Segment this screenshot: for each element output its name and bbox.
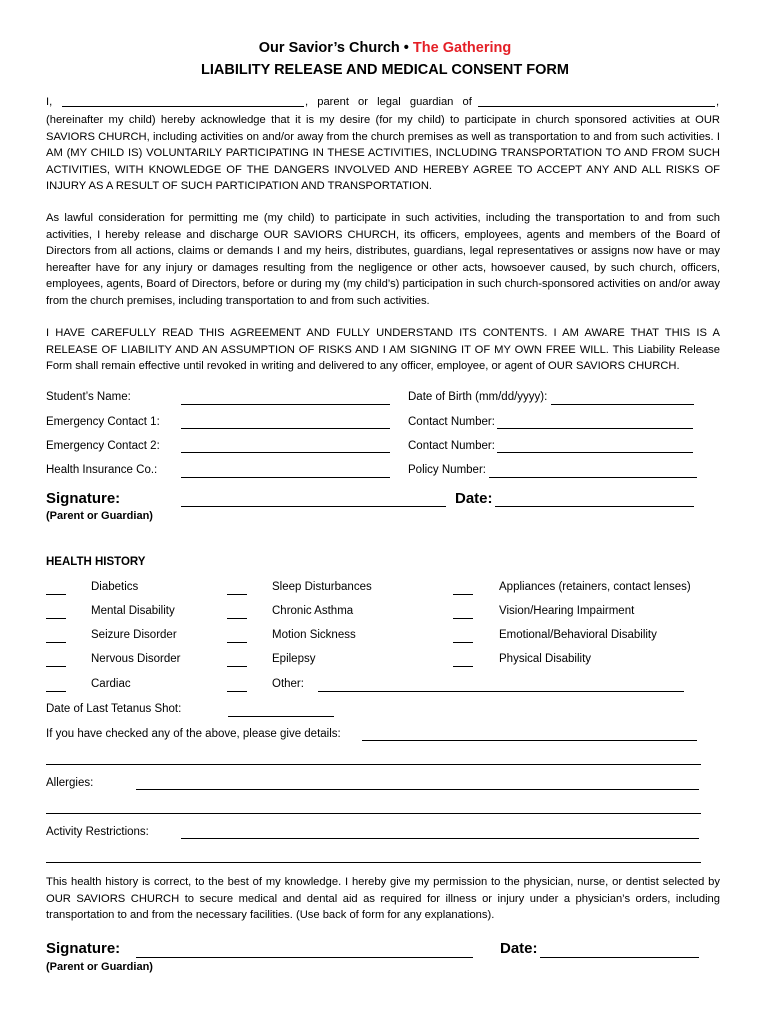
- intro-prefix: I,: [46, 96, 53, 108]
- form-header: [0, 40, 770, 56]
- guardian-name-field[interactable]: [62, 106, 304, 107]
- signature-field[interactable]: [181, 506, 446, 507]
- checkbox-vision-hearing[interactable]: [453, 618, 473, 619]
- signature-label: Signature:: [46, 490, 121, 507]
- condition-appliances: Appliances (retainers, contact lenses): [499, 581, 691, 593]
- date-label: Date:: [455, 490, 493, 507]
- tetanus-label: Date of Last Tetanus Shot:: [46, 703, 182, 715]
- condition-seizure-disorder: Seizure Disorder: [91, 629, 177, 641]
- condition-other: Other:: [272, 678, 304, 690]
- date-2-label: Date:: [500, 940, 538, 957]
- checkbox-appliances[interactable]: [453, 594, 473, 595]
- condition-epilepsy: Epilepsy: [272, 653, 316, 665]
- health-history-heading: HEALTH HISTORY: [46, 556, 146, 568]
- signature-2-field[interactable]: [136, 957, 473, 958]
- contact-number-2-label: Contact Number:: [408, 440, 495, 452]
- condition-motion-sickness: Motion Sickness: [272, 629, 356, 641]
- details-field-line-2[interactable]: [46, 764, 701, 765]
- activity-restrictions-field[interactable]: [181, 838, 699, 839]
- signature-2-label: Signature:: [46, 940, 121, 957]
- emergency-contact-2-label: Emergency Contact 2:: [46, 440, 160, 452]
- checkbox-other[interactable]: [227, 691, 247, 692]
- condition-chronic-asthma: Chronic Asthma: [272, 605, 354, 617]
- signature-sublabel: (Parent or Guardian): [46, 510, 153, 522]
- contact-number-1-label: Contact Number:: [408, 416, 495, 428]
- checkbox-motion-sickness[interactable]: [227, 642, 247, 643]
- contact-number-1-field[interactable]: [497, 428, 693, 429]
- other-details-field[interactable]: [318, 691, 684, 692]
- dob-label: Date of Birth (mm/dd/yyyy):: [408, 391, 548, 403]
- intro-paragraph: (hereinafter my child) hereby acknowledge that it is my desire (for my child) to participate in church sponsored activities at OUR SAVIORS CHURCH, including activities on and/or away from the church premises as well as transportation to and from such activities. I AM (MY CHILD IS) VOLUNTARILY PARTICIPATING IN THESE ACTIVITIES, INCLUDING TRANSPORTATION TO AND FROM SUCH ACTIVITIES, WITH KNOWLEDGE OF THE DANGERS INVOLVED AND HEREBY AGREE TO ACCEPT ANY AND ALL RISKS OF INJURY AS A RESULT OF SUCH PARTICIPATION AND TRANSPORTATION.: [46, 114, 720, 192]
- checkbox-sleep-disturbances[interactable]: [227, 594, 247, 595]
- details-field[interactable]: [362, 740, 697, 741]
- condition-physical-disability: Physical Disability: [499, 653, 592, 665]
- checkbox-chronic-asthma[interactable]: [227, 618, 247, 619]
- contact-number-2-field[interactable]: [497, 452, 693, 453]
- checkbox-seizure-disorder[interactable]: [46, 642, 66, 643]
- signature-2-sublabel: (Parent or Guardian): [46, 961, 153, 973]
- tetanus-field[interactable]: [228, 716, 334, 717]
- insurance-field[interactable]: [181, 477, 390, 478]
- allergies-label: Allergies:: [46, 777, 94, 789]
- date-field[interactable]: [495, 506, 694, 507]
- insurance-label: Health Insurance Co.:: [46, 464, 158, 476]
- allergies-field-line-2[interactable]: [46, 813, 701, 814]
- condition-diabetics: Diabetics: [91, 581, 139, 593]
- acknowledgement-paragraph: I HAVE CAREFULLY READ THIS AGREEMENT AND FULLY UNDERSTAND ITS CONTENTS. I AM AWARE THAT THIS IS A RELEASE OF LIABILITY AND AN ASSUMPTION OF RISKS AND I AM SIGNING IT OF MY OWN FREE WILL. This Liability Release Form shall remain effective until revoked in writing and delivered to any officer, employee, or agent of OUR SAVIORS CHURCH.: [46, 327, 720, 372]
- details-label: If you have checked any of the above, please give details:: [46, 728, 341, 740]
- allergies-field[interactable]: [136, 789, 699, 790]
- checkbox-nervous-disorder[interactable]: [46, 666, 66, 667]
- intro-end: ,: [716, 96, 720, 108]
- policy-number-label: Policy Number:: [408, 464, 486, 476]
- activity-restrictions-field-line-2[interactable]: [46, 862, 701, 863]
- checkbox-physical-disability[interactable]: [453, 666, 473, 667]
- condition-emotional-behavioral: Emotional/Behavioral Disability: [499, 629, 657, 641]
- emergency-contact-1-field[interactable]: [181, 428, 390, 429]
- date-2-field[interactable]: [540, 957, 699, 958]
- checkbox-emotional-behavioral[interactable]: [453, 642, 473, 643]
- activity-restrictions-label: Activity Restrictions:: [46, 826, 149, 838]
- consent-paragraph: This health history is correct, to the best of my knowledge. I hereby give my permission to the physician, nurse, or dentist selected by OUR SAVIORS CHURCH to secure medical and dental aid as required for illness or injury under a physician’s orders, including transportation to and from the necessary facilities. (Use back of form for any explanations).: [46, 876, 720, 921]
- child-name-field[interactable]: [478, 106, 715, 107]
- condition-mental-disability: Mental Disability: [91, 605, 175, 617]
- intro-mid: , parent or legal guardian of: [305, 96, 472, 108]
- student-name-field[interactable]: [181, 404, 390, 405]
- release-paragraph: As lawful consideration for permitting me (my child) to participate in such activities, including the transportation to and from such activities, I hereby release and discharge OUR SAVIORS CHURCH, its officers, employees, agents and members of the Board of Directors from all actions, claims or demands I and my heirs, distributes, guardians, legal representatives or assigns now have or may hereafter have for any injury or damages resulting from the negligence or other acts, howsoever caused, by such church, officers, employees, agents, Board of Directors, before or during my (my child’s) participation in such church-sponsored activities on and/or away from the church premises, including transportation to and from such activities.: [46, 212, 720, 307]
- event-name: The Gathering: [412, 40, 512, 56]
- form-title: LIABILITY RELEASE AND MEDICAL CONSENT FORM: [201, 62, 569, 78]
- condition-vision-hearing: Vision/Hearing Impairment: [499, 605, 635, 617]
- student-name-label: Student’s Name:: [46, 391, 131, 403]
- checkbox-mental-disability[interactable]: [46, 618, 66, 619]
- policy-number-field[interactable]: [489, 477, 697, 478]
- condition-cardiac: Cardiac: [91, 678, 131, 690]
- condition-sleep-disturbances: Sleep Disturbances: [272, 581, 372, 593]
- emergency-contact-2-field[interactable]: [181, 452, 390, 453]
- emergency-contact-1-label: Emergency Contact 1:: [46, 416, 160, 428]
- checkbox-diabetics[interactable]: [46, 594, 66, 595]
- checkbox-cardiac[interactable]: [46, 691, 66, 692]
- church-name: Our Savior’s Church •: [258, 40, 409, 56]
- condition-nervous-disorder: Nervous Disorder: [91, 653, 181, 665]
- checkbox-epilepsy[interactable]: [227, 666, 247, 667]
- dob-field[interactable]: [551, 404, 694, 405]
